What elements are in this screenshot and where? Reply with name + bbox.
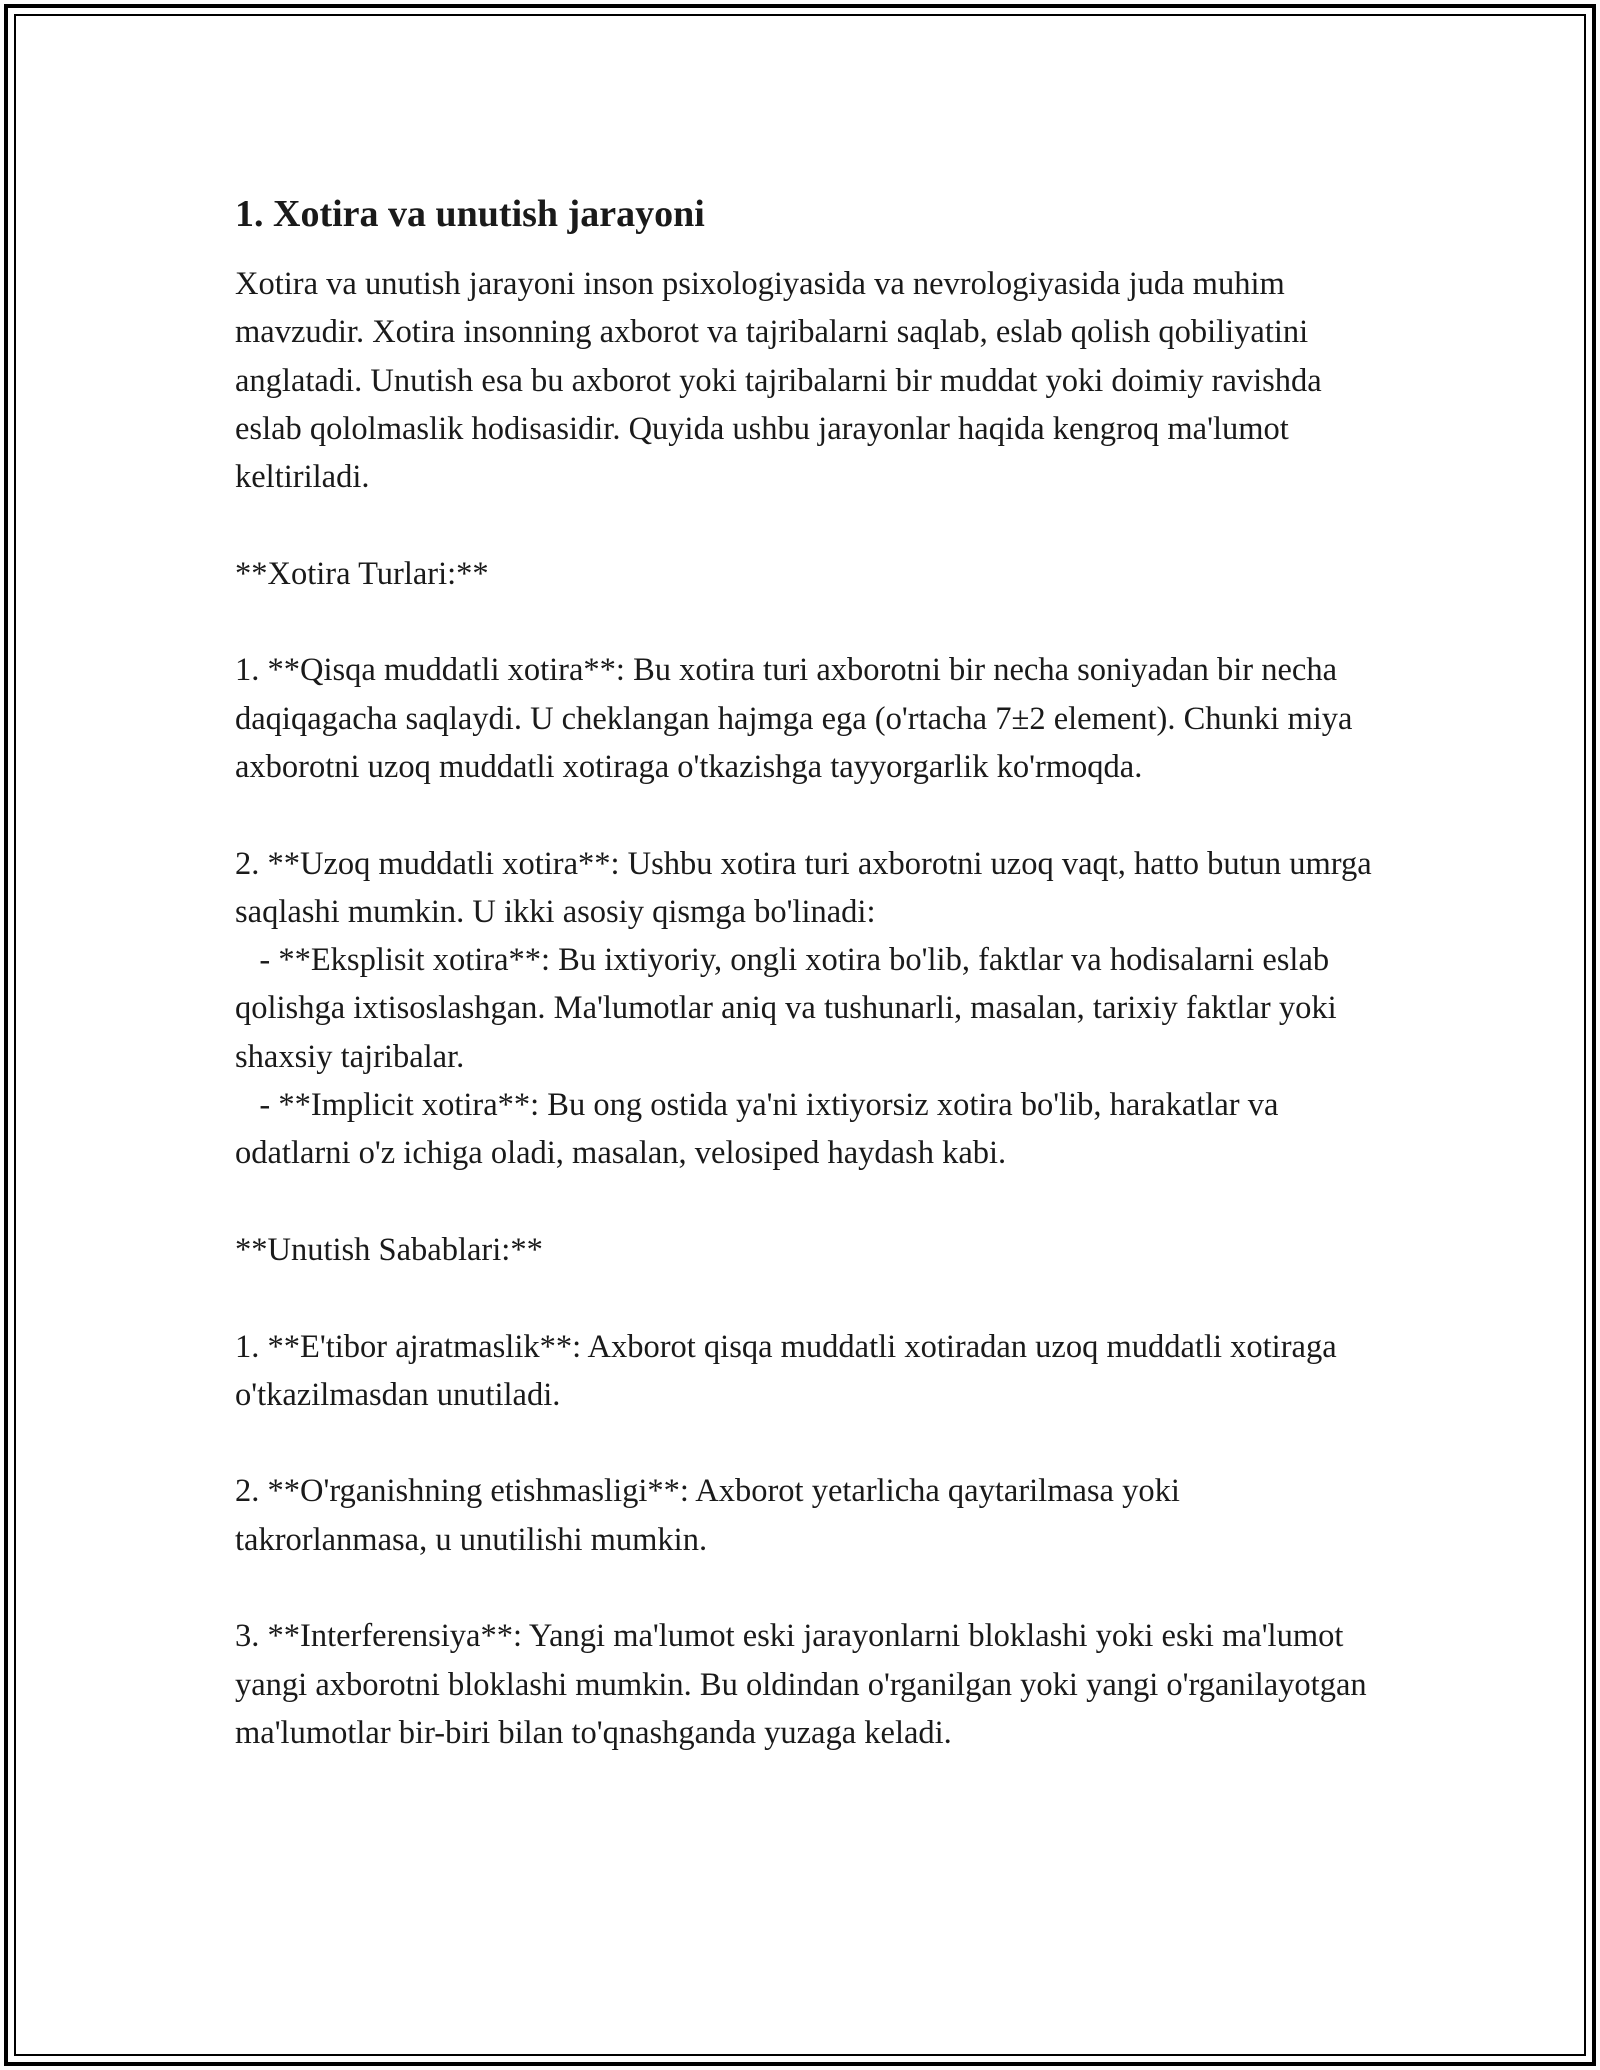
list-item-attention: 1. **E'tibor ajratmaslik**: Axborot qisqa muddatli xotiradan uzoq muddatli xotiraga o'tkazilmasdan unutiladi. [235,1328,1345,1413]
list-item-short-term-memory: 1. **Qisqa muddatli xotira**: Bu xotira turi axborotni bir necha soniyadan bir necha daqiqagacha saqlaydi. U cheklangan hajmga ega (o'rtacha 7±2 element). Chunki miya axborotni uzoq muddatli xotiraga o'tkazishga tayyorgarlik ko'rmoqda. [235,652,1361,785]
list-item-learning: 2. **O'rganishning etishmasligi**: Axborot yetarlicha qaytarilmasa yoki takrorlanmasa, u unutilishi mumkin. [235,1473,1189,1558]
list-item-long-term-memory: 2. **Uzoq muddatli xotira**: Ushbu xotira turi axborotni uzoq vaqt, hatto butun umrga saqlashi mumkin. U ikki asosiy qismga bo'linadi: - **Eksplisit xotira**: Bu ixtiyoriy, ongli xotira bo'lib, faktlar va hodisalarni eslab qolishga ixtisoslashgan. Ma'lumotlar aniq va tushunarli, masalan, tarixiy faktlar yoki shaxsiy tajribalar. - **Implicit xotira**: Bu ong ostida ya'ni ixtiyorsiz xotira bo'lib, harakatlar va odatlarni o'z ichiga oladi, masalan, velosiped haydash kabi. [235,845,1372,1172]
document-body [235,188,1375,1757]
intro-paragraph: Xotira va unutish jarayoni inson psixologiyasida va nevrologiyasida juda muhim mavzudir. Xotira insonning axborot va tajribalarni saqlab, eslab qolish qobiliyatini anglatadi. Unutish esa bu axborot yoki tajribalarni bir muddat yoki doimiy ravishda eslab qololmaslik hodisasidir. Quyida ushbu jarayonlar haqida kengroq ma'lumot keltiriladi. [235,266,1330,496]
document-title: 1. Xotira va unutish jarayoni [235,193,705,235]
list-item-interference: 3. **Interferensiya**: Yangi ma'lumot eski jarayonlarni bloklashi yoki eski ma'lumot yangi axborotni bloklashi mumkin. Bu oldindan o'rganilgan yoki yangi o'rganilayotgan ma'lumotlar bir-biri bilan to'qnashganda yuzaga keladi. [235,1618,1375,1751]
section-heading-memory-types: **Xotira Turlari:** [235,555,489,592]
section-heading-forgetting-reasons: **Unutish Sabablari:** [235,1231,543,1268]
